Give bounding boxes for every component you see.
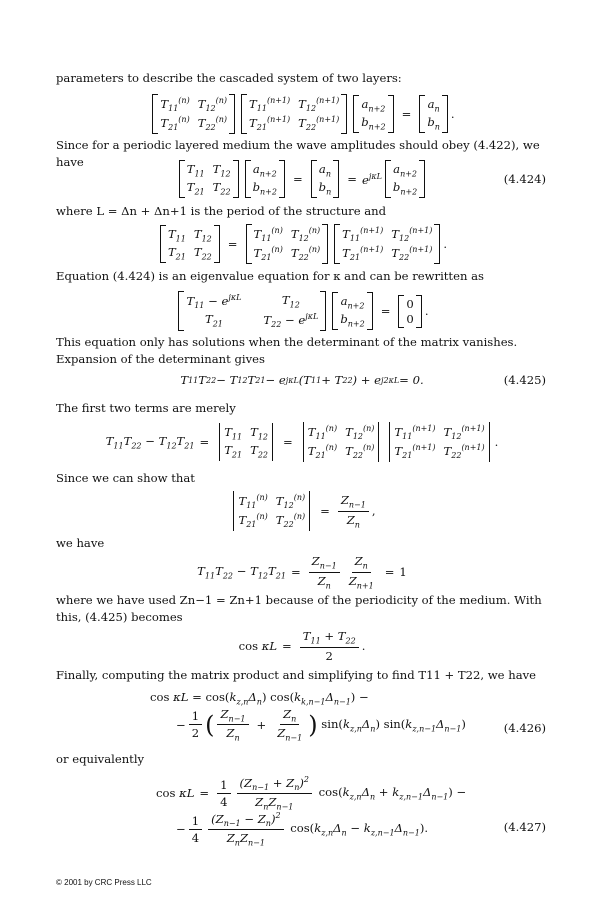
equation-number-4-425: (4.425)	[503, 373, 546, 387]
equation-eigenvalue: $T_{11} - e^{j\kappa L}$ $T_{12}$ $T_{21}$ $T_{22} - e^{j\kappa L}$ $a_{n+2}$ $b_{n+2}$ = 0 0 .	[56, 290, 548, 332]
paragraph-2: Since for a periodic layered medium the wave amplitudes should obey (4.422), we have	[56, 138, 540, 169]
equation-number-4-427: (4.427)	[503, 820, 546, 834]
equation-determinant-split: $T_{11}T_{22} - T_{12}T_{21}$ = $T_{11}$ $T_{12}$ $T_{21}$ $T_{22}$ = $T_{11}^{(n)}$ $T_{12}^{(n)}$ $T_{21}^{(n)}$ $T_{22}^{(n)}$ $T_{11}^{(n+1)}$ $T_{12}^{(n+1)}$ $T_{21}^{(n+1)}$ $T_{22}^{(n+1)}$ .	[105, 424, 499, 460]
paragraph-9: where we have used Zn−1 = Zn+1 because of the periodicity of the medium. With this, (4.425) becomes	[56, 593, 542, 624]
copyright-footer: © 2001 by CRC Press LLC	[56, 878, 152, 887]
paragraph-1: parameters to describe the cascaded system of two layers:	[56, 71, 402, 85]
paragraph-5: This equation only has solutions when the determinant of the matrix vanishes. Expansion of the determinant gives	[56, 335, 518, 366]
equation-determinant-ratio: $T_{11}^{(n)}$ $T_{12}^{(n)}$ $T_{21}^{(n)}$ $T_{22}^{(n)}$ = $\frac{Z_{n-1}}{Z_n}$ ,	[56, 489, 548, 533]
equation-number-4-426: (4.426)	[503, 721, 546, 735]
equation-unit-determinant: $T_{11}T_{22} - T_{12}T_{21}$ = $\frac{Z_{n-1}}{Z_n}$ $\frac{Z_n}{Z_{n+1}}$ = 1	[197, 554, 407, 590]
paragraph-6: The first two terms are merely	[56, 401, 236, 415]
equation-4-424: $T_{11}$ $T_{12}$ $T_{21}$ $T_{22}$ $a_{n+2}$ $b_{n+2}$ = $a_n$ $b_n$ = $e^{j\kappa L}$ $a_{n+2}$ $b_{n+2}$ (4.424)	[56, 158, 548, 200]
equation-number-4-424: (4.424)	[503, 172, 546, 186]
equation-4-427: cos κL = $\frac{1}{4}$ $\frac{(Z_{n-1} + Z_n)^2}{Z_nZ_{n-1}}$ $\cos(k_{z,n}\Delta_n + k_{z,n-1}\Delta_{n-1})$ − − $\frac{1}{4}$ $\frac{(Z_{n-1} - Z_n)^2}{Z_nZ_{n-1}}$ $\cos(k_{z,n}\Delta_n - k_{z,n-1}\Delta_{n-1})$. (4.427)	[156, 775, 546, 848]
equation-period-product: $T_{11}$ $T_{12}$ $T_{21}$ $T_{22}$ = $T_{11}^{(n)}$ $T_{12}^{(n)}$ $T_{21}^{(n)}$ $T_{22}^{(n)}$ $T_{11}^{(n+1)}$ $T_{12}^{(n+1)}$ $T_{21}^{(n+1)}$ $T_{22}^{(n+1)}$ .	[56, 222, 548, 266]
paragraph-7: Since we can show that	[56, 471, 195, 485]
equation-4-425: T 11 T 22 − T 12 T 21 − e jκL (T 11 + T 22 ) + e j2κL = 0. (4.425)	[180, 373, 546, 387]
paragraph-4: Equation (4.424) is an eigenvalue equation for κ and can be rewritten as	[56, 269, 484, 283]
paragraph-10: Finally, computing the matrix product and simplifying to find T11 + T22, we have	[56, 668, 537, 682]
paragraph-3: where L = Δn + Δn+1 is the period of the structure and	[56, 204, 387, 218]
equation-cos-trace: cos κL = $\frac{T_{11} + T_{22}}{2}$ .	[238, 629, 366, 663]
equation-cascade: $T_{11}^{(n)}$ $T_{12}^{(n)}$ $T_{21}^{(n)}$ $T_{22}^{(n)}$ $T_{11}^{(n+1)}$ $T_{12}^{(n+1)}$ $T_{21}^{(n+1)}$ $T_{22}^{(n+1)}$ $a_{n+2}$ $b_{n+2}$ = $a_n$ $b_n$ .	[56, 92, 548, 136]
paragraph-11: or equivalently	[56, 752, 145, 766]
paragraph-8: we have	[56, 536, 105, 550]
equation-4-426: $\cos \kappa L = \cos(k_{z,n}\Delta_n) \cos(k_{k,n-1}\Delta_{n-1})$ − − $\frac{1}{2}$ ( $\frac{Z_{n-1}}{Z_n}$ + $\frac{Z_n}{Z_{n-1}}$ ) $\sin(k_{z,n}\Delta_n)$ $\sin(k_{z,n-1}\Delta_{n-1})$ (4.426)	[150, 690, 546, 743]
